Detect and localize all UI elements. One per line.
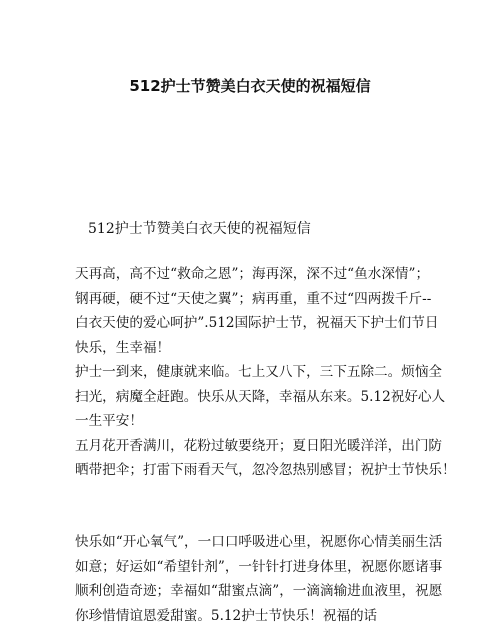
text-line: 你珍惜情谊恩爱甜蜜。5.12护士节快乐！祝福的话 — [75, 607, 378, 624]
text-line: 如意；好运如“希望针剂”，一针针打进身体里，祝愿你愿诸事 — [75, 558, 443, 575]
text-line: 白衣天使的爱心呵护”.512国际护士节，祝福天下护士们节日 — [75, 315, 439, 331]
text-line: 快乐如“开心氧气”，一口口呼吸进心里，祝愿你心情美丽生活 — [75, 534, 443, 550]
document-title: 512护士节赞美白衣天使的祝福短信 — [129, 77, 371, 95]
paragraph-block-1 — [75, 262, 456, 483]
text-line: 护士一到来，健康就来临。七上又八下，三下五除二。烦恼全 — [75, 364, 443, 380]
text-line: 顺利创造奇迹；幸福如“甜蜜点滴”，一滴滴输进血液里，祝愿 — [75, 583, 443, 599]
text-line: 快乐，生幸福！ — [75, 339, 171, 356]
text-line: 天再高，高不过“救命之恩”；海再深，深不过“鱼水深情”； — [75, 266, 430, 282]
document-subtitle: 512护士节赞美白衣天使的祝福短信 — [88, 221, 311, 237]
text-line: 五月花开香满川，花粉过敏要绕开；夏日阳光暖洋洋，出门防 — [75, 437, 443, 454]
paragraph-block-2 — [75, 530, 443, 628]
text-line: 扫光，病魔全赶跑。快乐从天降，幸福从东来。5.12祝好心人 — [75, 388, 446, 405]
text-line: 一生平安！ — [75, 413, 143, 429]
text-line: 晒带把伞；打雷下雨看天气，忽冷忽热别感冒；祝护士节快乐！ — [75, 462, 456, 478]
text-line: 钢再硬，硬不过“天使之翼”；病再重，重不过“四两拨千斤-- — [75, 290, 432, 307]
